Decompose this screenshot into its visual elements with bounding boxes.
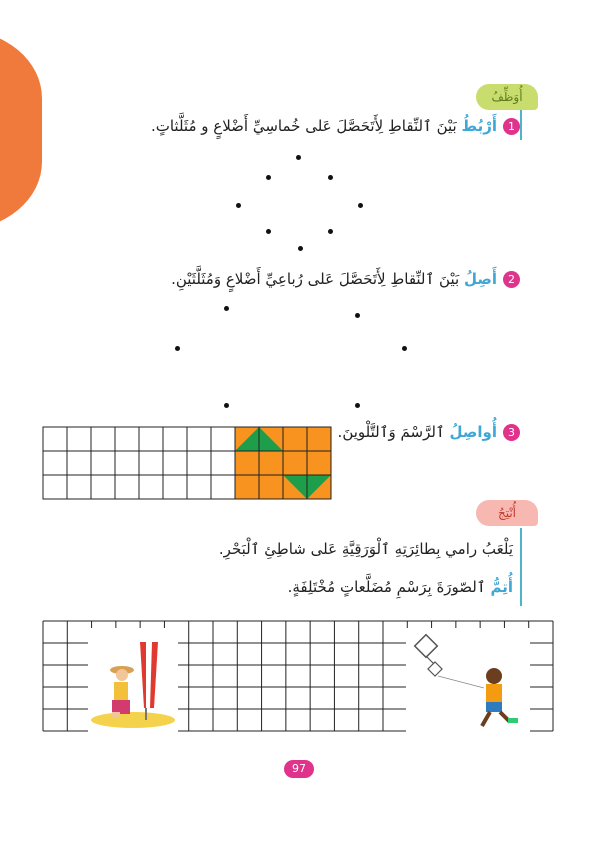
dot <box>236 203 241 208</box>
exercise-2 <box>171 270 520 288</box>
section-divider <box>520 110 522 140</box>
create-text: ٱلصّورَةَ بِرَسْمِ مُضَلَّعاتٍ مُخْتَلِفَةٍ. <box>287 578 486 596</box>
dot <box>296 155 301 160</box>
exercise-text: بَيْنَ ٱلنِّقاطِ لِأَتَحَصَّلَ عَلى خُماسِيِّ أَضْلاعٍ و مُثَلَّثاتٍ. <box>150 117 457 135</box>
dot <box>175 346 180 351</box>
page-number: 97 <box>284 760 314 778</box>
exercise-number: 1 <box>503 118 520 135</box>
create-verb: أُتِمُّ <box>490 578 513 596</box>
dot <box>328 175 333 180</box>
exercise-verb: أَرْبُطُ <box>461 117 497 135</box>
dot <box>355 403 360 408</box>
exercise-text: ٱلرَّسْمَ وَٱلتَّلْوينَ. <box>337 423 445 441</box>
section-tag-apply: أُوَظِّفُ <box>476 84 538 110</box>
decorative-orange-shape <box>0 30 42 230</box>
beach-girl-image <box>88 628 178 732</box>
pattern-grid <box>42 426 332 500</box>
dot <box>298 246 303 251</box>
dot <box>266 175 271 180</box>
exercise-text: بَيْنَ ٱلنِّقاطِ لِأَتَحَصَّلَ عَلى رُباعِيِّ أَضْلاعٍ وَمُثَلَّثَيْنِ. <box>171 270 460 288</box>
exercise-3 <box>338 423 520 441</box>
exercise-1 <box>151 117 520 135</box>
exercise-number: 2 <box>503 271 520 288</box>
dot <box>266 229 271 234</box>
dot <box>355 313 360 318</box>
section-tag-create: أُنْتِجُ <box>476 500 538 526</box>
section-divider <box>520 528 522 606</box>
exercise-verb: أُواصِلُ <box>449 423 497 441</box>
kite-boy-image <box>406 628 530 732</box>
dot <box>358 203 363 208</box>
create-line-1: يَلْعَبُ رامي بِطائِرَتِهِ ٱلْوَرَقِيَّةِ عَلى شاطِئِ ٱلْبَحْرِ. <box>218 540 513 558</box>
exercise-verb: أَصِلُ <box>463 270 497 288</box>
dot <box>224 306 229 311</box>
dot <box>224 403 229 408</box>
dot <box>402 346 407 351</box>
dot <box>328 229 333 234</box>
exercise-number: 3 <box>503 424 520 441</box>
create-line-2 <box>288 578 513 596</box>
